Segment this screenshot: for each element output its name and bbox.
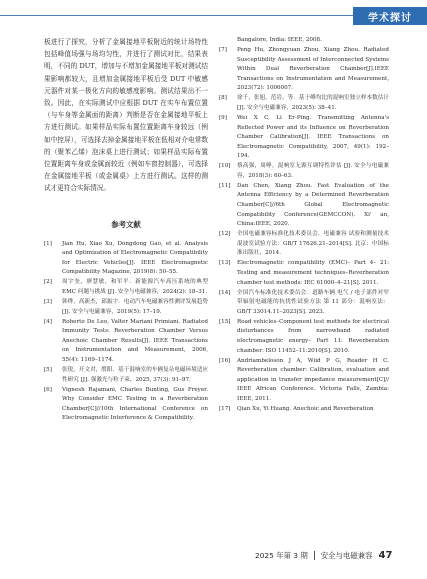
- reference-number: [12]: [219, 231, 231, 238]
- reference-text: Andriambeloson J A, Wiid P G, Reader H C. Reverberation chamber: Calibration, evaluation and application in transfer impedance measurement[C]// IEEE African Conference. Victoria Falls, Zambia: IEEE, 2011.: [237, 357, 389, 402]
- reference-text: 全国汽车标准化技术委员会．道路车辆 电气 / 电子部件对窄带辐射电磁能的抗扰性试验方法 第 11 部分：混响室法：GB/T 33014.11–2023[S]. 2023.: [237, 289, 389, 315]
- reference-text: Road vehicles–Component test methods for electrical disturbances from narrowband radiated electromagnetic energy– Part 11: Reverberation chamber: ISO 11452–11:2010[S]. 2010.: [237, 318, 389, 354]
- reference-item: [219, 182, 389, 230]
- reference-number: [17]: [219, 405, 231, 412]
- footer-journal: 安全与电磁兼容: [320, 550, 373, 560]
- reference-number: [3]: [44, 298, 52, 305]
- reference-number: [7]: [219, 46, 227, 53]
- footer-separator: [314, 551, 315, 560]
- right-column: [219, 36, 389, 415]
- reference-item: [219, 405, 389, 415]
- reference-number: [10]: [219, 163, 231, 170]
- reference-number: [9]: [219, 114, 227, 121]
- reference-number: [8]: [219, 95, 227, 102]
- reference-text: 徐千，张旭，范岩，等．基于峰均比的混响室独立样本数估计 [J]. 安全与电磁兼容，2023(5): 38–41.: [237, 95, 389, 111]
- page-footer: [255, 547, 427, 563]
- reference-number: [6]: [44, 386, 52, 393]
- reference-item: [44, 278, 208, 297]
- reference-text: Bangalore, India: IEEE, 2008.: [237, 37, 322, 43]
- body-paragraph: 板进行了探究，分析了金属接地平板附近的统计场特性包括峰值场强与场均匀性，并进行了测试对比，结果表明，不同的 DUT，增加与不增加金属接地平板对测试结果影响都较大，且增加金属接地平板后受 DUT 中敏感元器件对某一极化方向的敏感度影响。测试结果出不一致。因此，在实际测试中应根据 DUT 在实车布置位置（与车身等金属面的距离）判断是否在金属接地平板上方进行测试。如果样品实际布置位置距离车身较远（例如中控屏），可选择去掉金属接地平板在低相对介电常数的（聚苯乙烯）泡沫桌上进行测试；如果样品实际布置位置距离车身或金属面较近（例如车窗控制器），可选择在金属接地平板（或金属桌）上方进行测试。这样的测试才更符合实际情况。: [44, 38, 208, 193]
- reference-item: [219, 259, 389, 288]
- reference-item: [219, 94, 389, 113]
- reference-item: [219, 114, 389, 162]
- reference-text: 张锐，开文君，殷阳．基于混响室的车辆复杂电磁环境适应性研究 [J]. 强激光与粒子束，2025, 37(3): 91–97.: [62, 366, 208, 383]
- reference-number: [15]: [219, 318, 231, 325]
- references-list-left: [44, 240, 208, 424]
- reference-number: [1]: [44, 240, 52, 247]
- page-header: [0, 0, 427, 30]
- reference-text: Roberto De Leo, Valter Mariani Primiani. Radiated Immunity Tests: Reverberation Chamber Versus Anechoic Chamber Results[J]. IEEE Transactions on Instrumentation and Measurement, 2006, 55(4): 1169–1174.: [62, 318, 208, 363]
- reference-text: 韩烨，高新杰，邱振宇．电动汽车电磁兼容性测评发展趋势 [J]. 安全与电磁兼容，2019(5): 17–19.: [62, 298, 208, 315]
- reference-item: [219, 46, 389, 94]
- reference-text: Dan Chen, Xiang Zhou. Fast Evaluation of the Antenna Efficiency by a Determined Reverberation Chamber[C]//6th Global Electromagnetic Compatibility Conference(GEMCCON). Xi' an, China:IEEE, 2020.: [237, 182, 389, 228]
- reference-text: Qian Xu, Yi Huang. Anechoic and Reverberation: [237, 405, 374, 412]
- reference-number: [16]: [219, 357, 231, 364]
- reference-text: Electromagnetic compatibility (EMC)– Part 4– 21: Testing and measurement techniques–Reverberation chamber test methods: IEC 61000–4–21[S]. 2011.: [237, 260, 389, 286]
- reference-text: Jian Hu, Xiao Xu, Dongdong Gao, et al. Analysis and Optimization of Electromagnetic Compatibility for Electric Vehicles[J]. IEEE Electromagnetic Compatibility Magazine, 2019(8): 50–55.: [62, 240, 208, 276]
- reference-text: Peng Hu, Zhongyuan Zhou, Xiang Zhou. Radiated Susceptibility Assessment of Interconnected Systems Within Dual Reverberation Chamber[J].IEEE Transactions on Instrumentation and Measurement, 2023(72): 1006007.: [237, 46, 389, 92]
- references-list-right: [219, 36, 389, 414]
- reference-item: [44, 298, 208, 317]
- reference-number: [11]: [219, 182, 231, 189]
- reference-text: 蔡高强，周峥，混响室无源互调特性评估 [J]. 安全与电磁兼容，2018(3): 60–63.: [237, 163, 389, 179]
- reference-item: [219, 36, 389, 46]
- reference-number: [14]: [219, 289, 231, 296]
- reference-text: Wei X C, Li Er-Ping. Transmitting Antenna's Reflected Power and its Influence on Reverberation Chamber Calibration[J]. IEEE Transactions on Electromagnetic Compatibility, 2007, 49(1): 192–194.: [237, 114, 389, 160]
- reference-item: [44, 240, 208, 278]
- page-number: 47: [378, 549, 393, 561]
- reference-number: [13]: [219, 260, 231, 267]
- left-column: [44, 36, 208, 424]
- reference-number: [4]: [44, 318, 52, 325]
- references-title: 参考文献: [111, 219, 141, 229]
- reference-item: [44, 386, 208, 424]
- reference-item: [219, 230, 389, 259]
- reference-number: [219, 36, 237, 46]
- reference-item: [219, 318, 389, 356]
- reference-text: 周宇奎，廖慧敏，和军平．新能源汽车高压系统的典型 EMC 问题与挑战 [J]. 安全与电磁兼容，2024(2): 18–31.: [62, 279, 208, 295]
- reference-item: [219, 289, 389, 318]
- reference-text: Vignesh Rajamani, Charles Bunting, Gus Freyer. Why Consider EMC Testing in a Reverberation Chamber[C]//10th International Conference on Electromagnetic Interference & Compatibility.: [62, 386, 208, 422]
- reference-text: 全国电磁兼容标准化技术委员会．电磁兼容 试验和测量技术 混波室试验方法：GB/T 17626.21–2014[S]. 北京：中国标准出版社，2014.: [237, 231, 389, 257]
- reference-number: [5]: [44, 366, 52, 373]
- reference-item: [44, 366, 208, 385]
- reference-item: [219, 162, 389, 181]
- reference-item: [44, 318, 208, 366]
- footer-issue: 2025 年第 3 期: [255, 550, 308, 560]
- section-tag: 学术探讨: [353, 7, 427, 25]
- reference-number: [2]: [44, 279, 52, 286]
- reference-item: [219, 357, 389, 405]
